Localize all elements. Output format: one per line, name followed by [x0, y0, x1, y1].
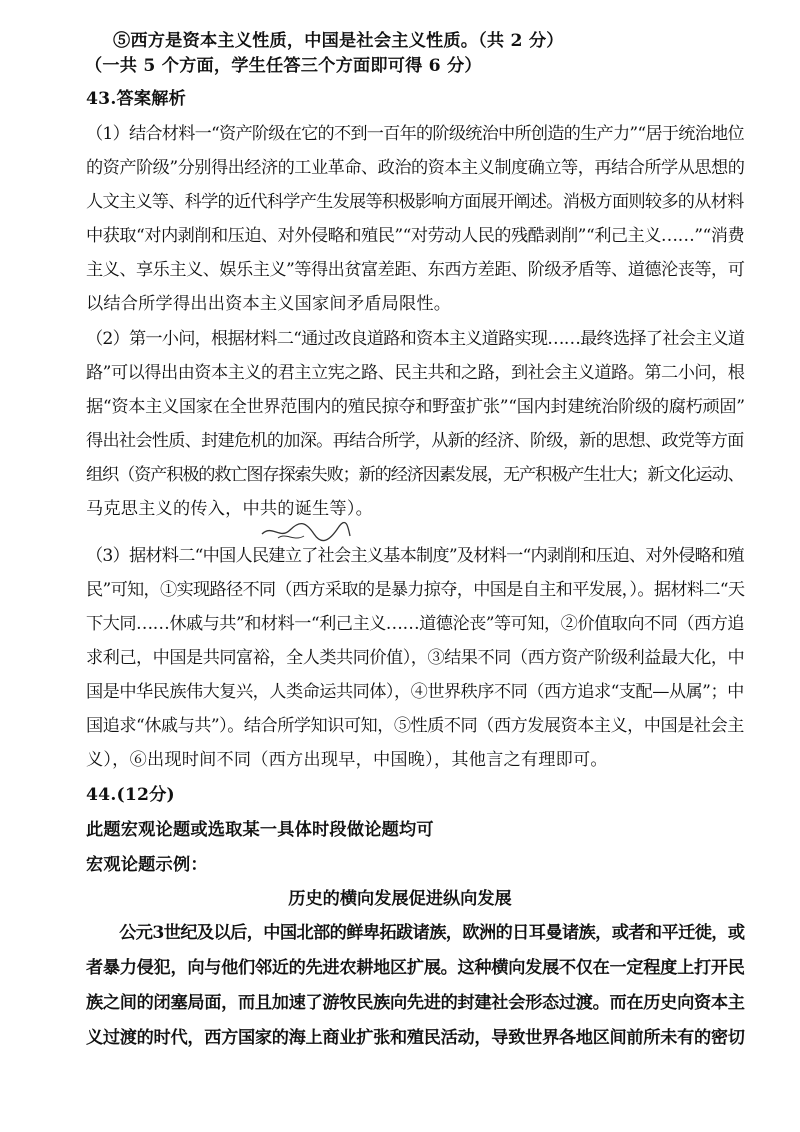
q44-heading: 44.(12分) — [86, 785, 175, 805]
q43-part2-line: 据“资本主义国家在全世界范围内的殖民掠夺和野蛮扩张”“国内封建统治阶级的腐朽顽固” — [86, 397, 745, 417]
q43-heading: 43.答案解析 — [86, 89, 187, 109]
q43-part1-line: 人文主义等、科学的近代科学产生发展等积极影响方面展开阐述。消极方面则较多的从材料 — [86, 192, 744, 212]
q44-example-label: 宏观论题示例： — [86, 855, 208, 875]
handwritten-scribble — [258, 518, 353, 544]
essay-line: 族之间的闭塞局面，而且加速了游牧民族向先进的封建社会形态过渡。而在历史向资本主 — [86, 993, 745, 1013]
q43-part3-line: 民”可知，①实现路径不同（西方采取的是暴力掠夺，中国是自主和平发展，）。据材料二“天 — [86, 580, 745, 600]
header-line-1: ⑤西方是资本主义性质，中国是社会主义性质。（共 2 分） — [113, 31, 564, 51]
essay-line: 公元3世纪及以后，中国北部的鲜卑拓跋诸族，欧洲的日耳曼诸族，或者和平迁徙，或 — [86, 923, 745, 943]
q43-part1-line: （1）结合材料一“资产阶级在它的不到一百年的阶级统治中所创造的生产力”“居于统治地位 — [86, 124, 744, 144]
q43-part3-line: 下大同……休戚与共”和材料一“利己主义……道德沦丧”等可知，②价值取向不同（西方追 — [86, 614, 744, 634]
q43-part2-line: 组织（资产积极的救亡图存探索失败；新的经济因素发展，无产积极产生壮大；新文化运动、 — [86, 465, 744, 485]
q43-part2-line: 马克思主义的传入，中共的诞生等）。 — [86, 499, 373, 519]
essay-line: 义过渡的时代，西方国家的海上商业扩张和殖民活动，导致世界各地区间前所未有的密切 — [86, 1028, 745, 1048]
q43-part3-line: （3）据材料二“中国人民建立了社会主义基本制度”及材料一“内剥削和压迫、对外侵略和殖 — [86, 546, 744, 566]
essay-line: 者暴力侵犯，向与他们邻近的先进农耕地区扩展。这种横向发展不仅在一定程度上打开民 — [86, 958, 745, 978]
q43-part2-line: （2）第一小问，根据材料二“通过改良道路和资本主义道路实现……最终选择了社会主义道 — [86, 329, 745, 349]
header-line-2: （一共 5 个方面，学生任答三个方面即可得 6 分） — [85, 56, 482, 76]
q43-part1-line: 以结合所学得出出资本主义国家间矛盾局限性。 — [86, 294, 452, 314]
q44-note: 此题宏观论题或选取某一具体时段做论题均可 — [86, 820, 434, 840]
q43-part1-line: 主义、享乐主义、娱乐主义”等得出贫富差距、东西方差距、阶级矛盾等、道德沦丧等，可 — [86, 260, 745, 280]
q43-part1-line: 中获取“对内剥削和压迫、对外侵略和殖民”“对劳动人民的残酷剥削”“利己主义……”“消费 — [86, 226, 745, 246]
q43-part1-line: 的资产阶级”分别得出经济的工业革命、政治的资本主义制度确立等，再结合所学从思想的 — [86, 158, 745, 178]
q43-part2-line: 路”可以得出由资本主义的君主立宪之路、民主共和之路，到社会主义道路。第二小问，根 — [86, 363, 745, 383]
essay-title: 历史的横向发展促进纵向发展 — [288, 889, 512, 909]
q43-part3-line: 求利己，中国是共同富裕，全人类共同价值），③结果不同（西方资产阶级利益最大化，中 — [86, 648, 745, 668]
q43-part2-line: 得出社会性质、封建危机的加深。再结合所学，从新的经济、阶级，新的思想、政党等方面 — [86, 431, 744, 451]
q43-part3-line: 国追求“休戚与共”）。结合所学知识可知，⑤性质不同（西方发展资本主义，中国是社会主 — [86, 716, 744, 736]
q43-part3-line: 义），⑥出现时间不同（西方出现早，中国晚），其他言之有理即可。 — [86, 750, 608, 770]
q43-part3-line: 国是中华民族伟大复兴，人类命运共同体），④世界秩序不同（西方追求“支配—从属”；中 — [86, 682, 744, 702]
